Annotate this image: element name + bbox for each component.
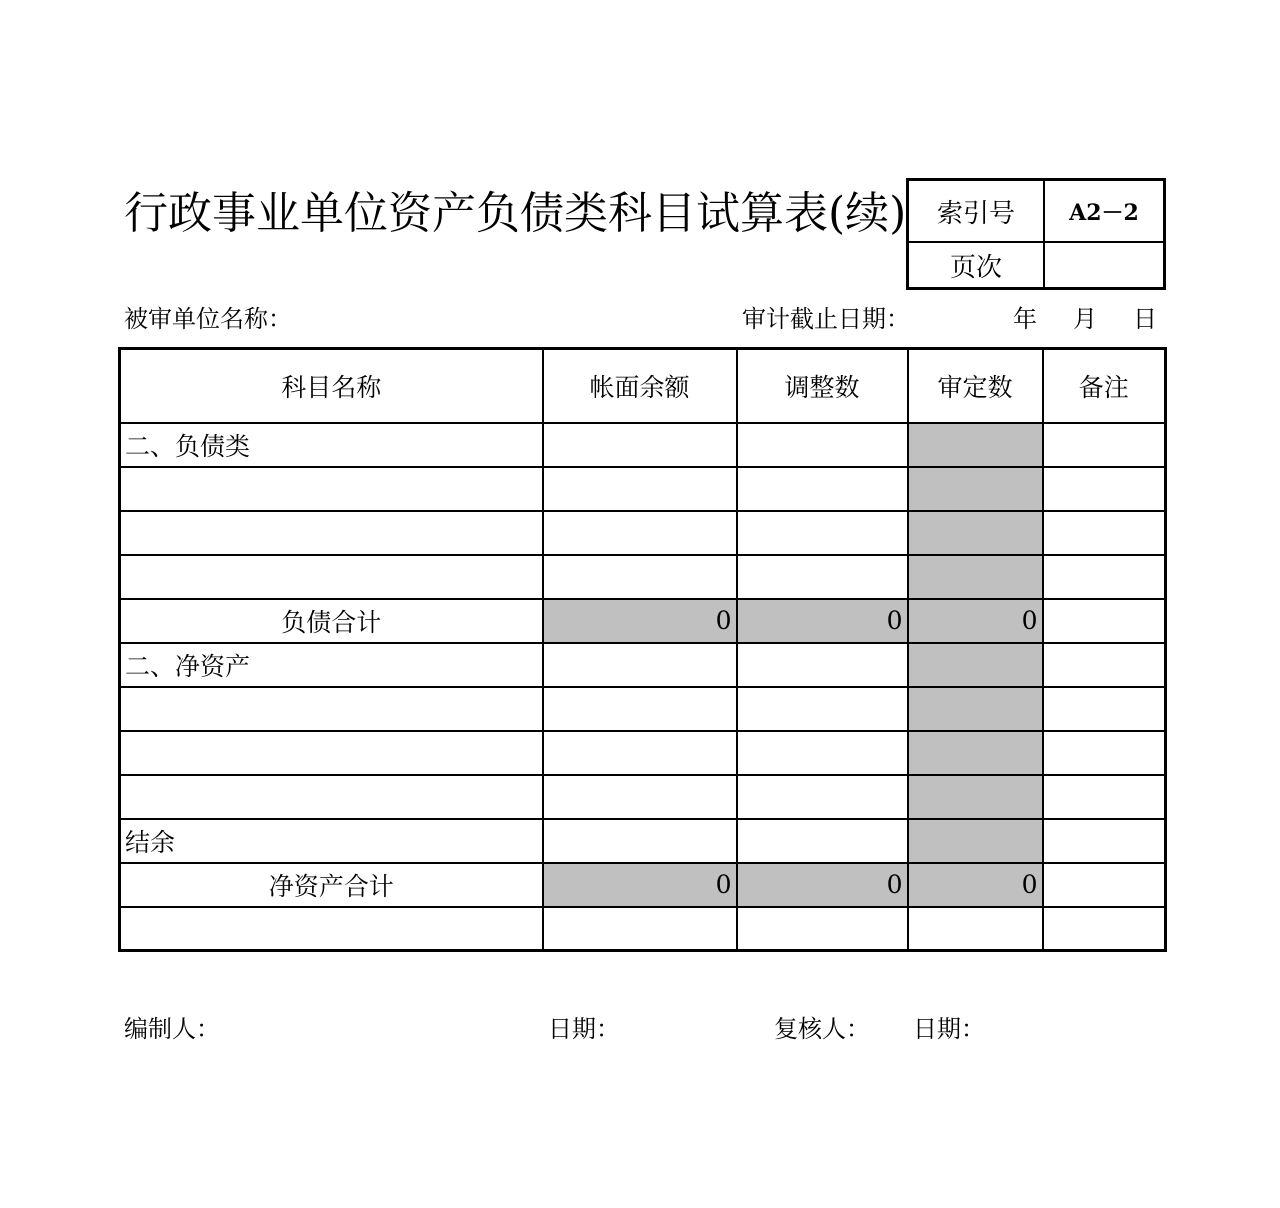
remarks-cell <box>1043 775 1166 819</box>
audit-date-month: 月 <box>1073 305 1097 333</box>
remarks-cell <box>1043 511 1166 555</box>
adjustment-cell <box>737 907 908 951</box>
header-account-name: 科目名称 <box>120 349 543 423</box>
audited-amount-cell <box>908 423 1043 467</box>
trial-balance-table <box>118 347 1167 952</box>
audited-unit-label: 被审单位名称： <box>124 305 292 333</box>
adjustment-cell <box>737 731 908 775</box>
adjustment-cell <box>737 511 908 555</box>
table-row <box>120 467 1166 511</box>
table-row <box>120 511 1166 555</box>
audit-date-label: 审计截止日期： <box>742 305 910 333</box>
remarks-cell <box>1043 467 1166 511</box>
book-balance-cell <box>543 687 737 731</box>
audited-amount-cell <box>908 555 1043 599</box>
book-balance-cell: 0 <box>543 599 737 643</box>
book-balance-cell <box>543 643 737 687</box>
index-number-value: A2－2 <box>1045 181 1163 243</box>
preparer-label: 编制人： <box>124 1015 220 1043</box>
table-header-row <box>120 349 1166 423</box>
book-balance-cell <box>543 467 737 511</box>
reviewed-date-label: 日期： <box>913 1015 985 1043</box>
audited-amount-cell <box>908 775 1043 819</box>
account-name-cell <box>120 555 543 599</box>
remarks-cell <box>1043 819 1166 863</box>
table-row <box>120 643 1166 687</box>
table-row <box>120 423 1166 467</box>
prepared-date-label: 日期： <box>548 1015 620 1043</box>
adjustment-cell: 0 <box>737 599 908 643</box>
adjustment-cell <box>737 423 908 467</box>
book-balance-cell <box>543 555 737 599</box>
account-name-cell <box>120 775 543 819</box>
audited-amount-cell <box>908 731 1043 775</box>
remarks-cell <box>1043 555 1166 599</box>
remarks-cell <box>1043 423 1166 467</box>
header-audited-amount: 审定数 <box>908 349 1043 423</box>
reviewer-label: 复核人： <box>774 1015 870 1043</box>
adjustment-cell <box>737 555 908 599</box>
account-name-cell: 结余 <box>120 819 543 863</box>
page-number-value <box>1045 243 1163 287</box>
account-name-cell: 二、负债类 <box>120 423 543 467</box>
account-name-cell <box>120 907 543 951</box>
book-balance-cell: 0 <box>543 863 737 907</box>
audited-amount-cell <box>908 687 1043 731</box>
account-name-cell <box>120 467 543 511</box>
remarks-cell <box>1043 863 1166 907</box>
table-row <box>120 863 1166 907</box>
audited-amount-cell <box>908 511 1043 555</box>
index-box <box>906 178 1166 290</box>
book-balance-cell <box>543 907 737 951</box>
remarks-cell <box>1043 687 1166 731</box>
account-name-cell: 负债合计 <box>120 599 543 643</box>
book-balance-cell <box>543 511 737 555</box>
book-balance-cell <box>543 819 737 863</box>
table-row <box>120 775 1166 819</box>
audit-date-year: 年 <box>1013 305 1037 333</box>
account-name-cell <box>120 731 543 775</box>
account-name-cell: 二、净资产 <box>120 643 543 687</box>
table-body <box>120 423 1166 951</box>
adjustment-cell <box>737 687 908 731</box>
book-balance-cell <box>543 731 737 775</box>
index-number-label: 索引号 <box>909 181 1045 243</box>
remarks-cell <box>1043 731 1166 775</box>
adjustment-cell <box>737 467 908 511</box>
audited-amount-cell <box>908 643 1043 687</box>
table-row <box>120 731 1166 775</box>
adjustment-cell: 0 <box>737 863 908 907</box>
adjustment-cell <box>737 643 908 687</box>
audited-amount-cell <box>908 819 1043 863</box>
book-balance-cell <box>543 775 737 819</box>
header-remarks: 备注 <box>1043 349 1166 423</box>
table-row <box>120 555 1166 599</box>
page-number-label: 页次 <box>909 243 1045 287</box>
account-name-cell: 净资产合计 <box>120 863 543 907</box>
audited-amount-cell <box>908 907 1043 951</box>
audit-date-day: 日 <box>1133 305 1157 333</box>
header-adjustment: 调整数 <box>737 349 908 423</box>
account-name-cell <box>120 687 543 731</box>
table-row <box>120 687 1166 731</box>
remarks-cell <box>1043 643 1166 687</box>
account-name-cell <box>120 511 543 555</box>
remarks-cell <box>1043 599 1166 643</box>
adjustment-cell <box>737 819 908 863</box>
table-row <box>120 599 1166 643</box>
audited-amount-cell <box>908 467 1043 511</box>
audited-amount-cell: 0 <box>908 863 1043 907</box>
table-row <box>120 819 1166 863</box>
header-book-balance: 帐面余额 <box>543 349 737 423</box>
adjustment-cell <box>737 775 908 819</box>
audited-amount-cell: 0 <box>908 599 1043 643</box>
remarks-cell <box>1043 907 1166 951</box>
table-row <box>120 907 1166 951</box>
document-title: 行政事业单位资产负债类科目试算表(续) <box>124 188 907 239</box>
book-balance-cell <box>543 423 737 467</box>
